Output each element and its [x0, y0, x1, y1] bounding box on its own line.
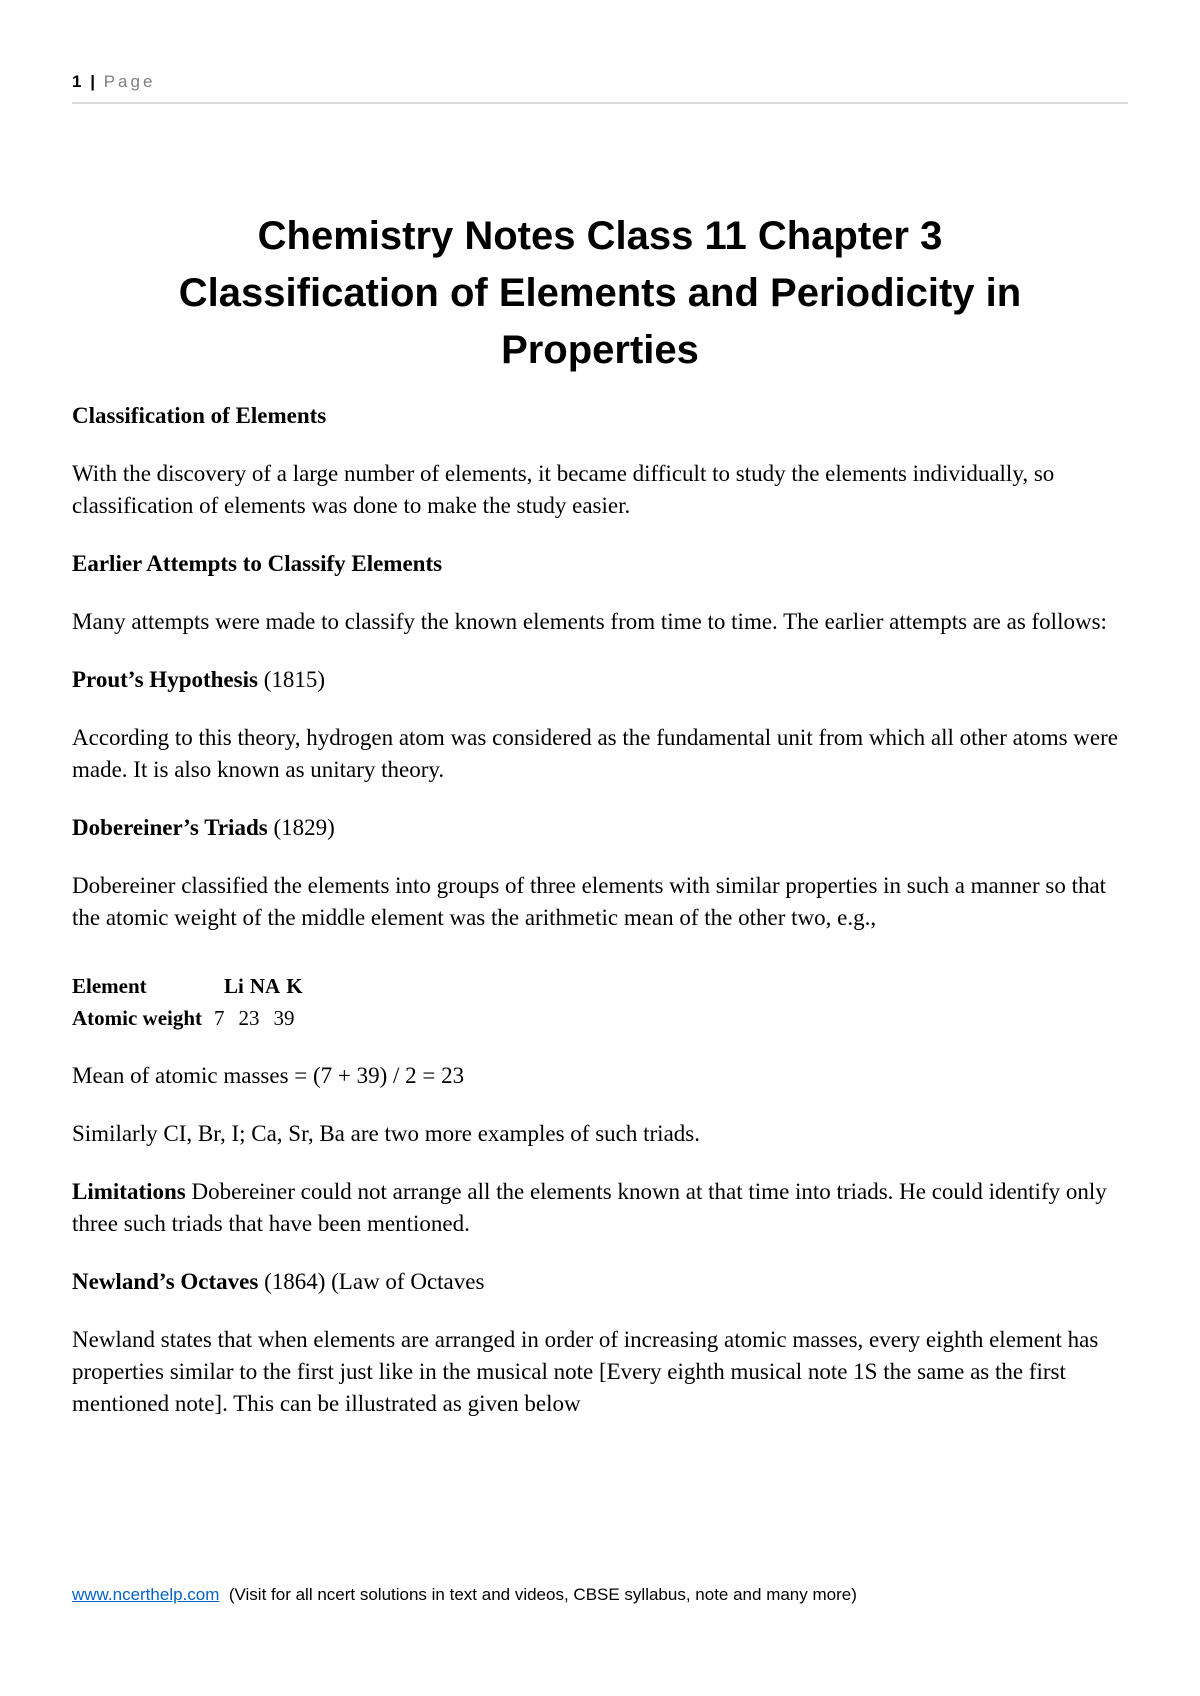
page-label: Page [103, 72, 156, 91]
footer-link[interactable]: www.ncerthelp.com [72, 1585, 220, 1604]
paragraph-prout: According to this theory, hydrogen atom was considered as the fundamental unit from which all other atoms were made. It is also known as unitary theory. [72, 725, 1118, 782]
heading-prout [72, 664, 1132, 696]
prout-year: (1815) [257, 667, 326, 692]
paragraph-classification: With the discovery of a large number of elements, it became difficult to study the elements individually, so classification of elements was done to make the study easier. [72, 461, 1055, 518]
paragraph-limitations [72, 1176, 1132, 1240]
triad-element-label: Element [72, 974, 147, 998]
document-title [72, 208, 1128, 379]
triad-weight-label: Atomic weight [72, 1006, 203, 1030]
dobereiner-title: Dobereiner’s Triads [72, 815, 268, 840]
footer-text: (Visit for all ncert solutions in text and videos, CBSE syllabus, note and many more) [219, 1585, 857, 1604]
page-separator: | [90, 72, 95, 91]
triad-element-values [224, 970, 317, 1002]
limitations-title: Limitations [72, 1179, 186, 1204]
paragraph-earlier-attempts: Many attempts were made to classify the known elements from time to time. The earlier attempts are as follows: [72, 609, 1107, 634]
triad-weight-row [72, 1002, 1132, 1034]
title-line-1: Chemistry Notes Class 11 Chapter 3 [257, 214, 943, 258]
document-body [72, 400, 1132, 1446]
paragraph-dobereiner: Dobereiner classified the elements into groups of three elements with similar properties in such a manner so that the atomic weight of the middle element was the arithmetic mean of the other two, e.g., [72, 873, 1107, 930]
triad-element: NA [249, 974, 281, 998]
triad-weight: 23 [238, 1006, 260, 1030]
paragraph-similarly: Similarly CI, Br, I; Ca, Sr, Ba are two more examples of such triads. [72, 1121, 700, 1146]
prout-title: Prout’s Hypothesis [72, 667, 258, 692]
heading-dobereiner [72, 812, 1132, 844]
heading-newland [72, 1266, 1132, 1298]
triad-element: Li [224, 974, 244, 998]
title-line-3: Properties [501, 328, 699, 372]
heading-earlier-attempts: Earlier Attempts to Classify Elements [72, 551, 443, 576]
paragraph-mean: Mean of atomic masses = (7 + 39) / 2 = 23 [72, 1063, 465, 1088]
page-footer [72, 1585, 1132, 1605]
triad-element: K [286, 974, 303, 998]
newland-suffix: (1864) (Law of Octaves [258, 1269, 485, 1294]
limitations-text: Dobereiner could not arrange all the elements known at that time into triads. He could identify only three such triads that have been mentioned. [72, 1179, 1107, 1236]
triad-weight: 39 [273, 1006, 295, 1030]
paragraph-newland: Newland states that when elements are arranged in order of increasing atomic masses, every eighth element has properties similar to the first just like in the musical note [Every eighth musical note 1S the same as the first mentioned note]. This can be illustrated as given below [72, 1327, 1099, 1416]
title-line-2: Classification of Elements and Periodicity in [178, 271, 1022, 315]
heading-classification: Classification of Elements [72, 403, 327, 428]
dobereiner-year: (1829) [267, 815, 335, 840]
page-header [72, 72, 1128, 104]
triad-element-row [72, 970, 1132, 1002]
triad-weight-values [214, 1002, 309, 1034]
newland-title: Newland’s Octaves [72, 1269, 259, 1294]
triad-weight: 7 [214, 1006, 225, 1030]
page-number: 1 [72, 72, 82, 91]
triad-table [72, 970, 1132, 1034]
